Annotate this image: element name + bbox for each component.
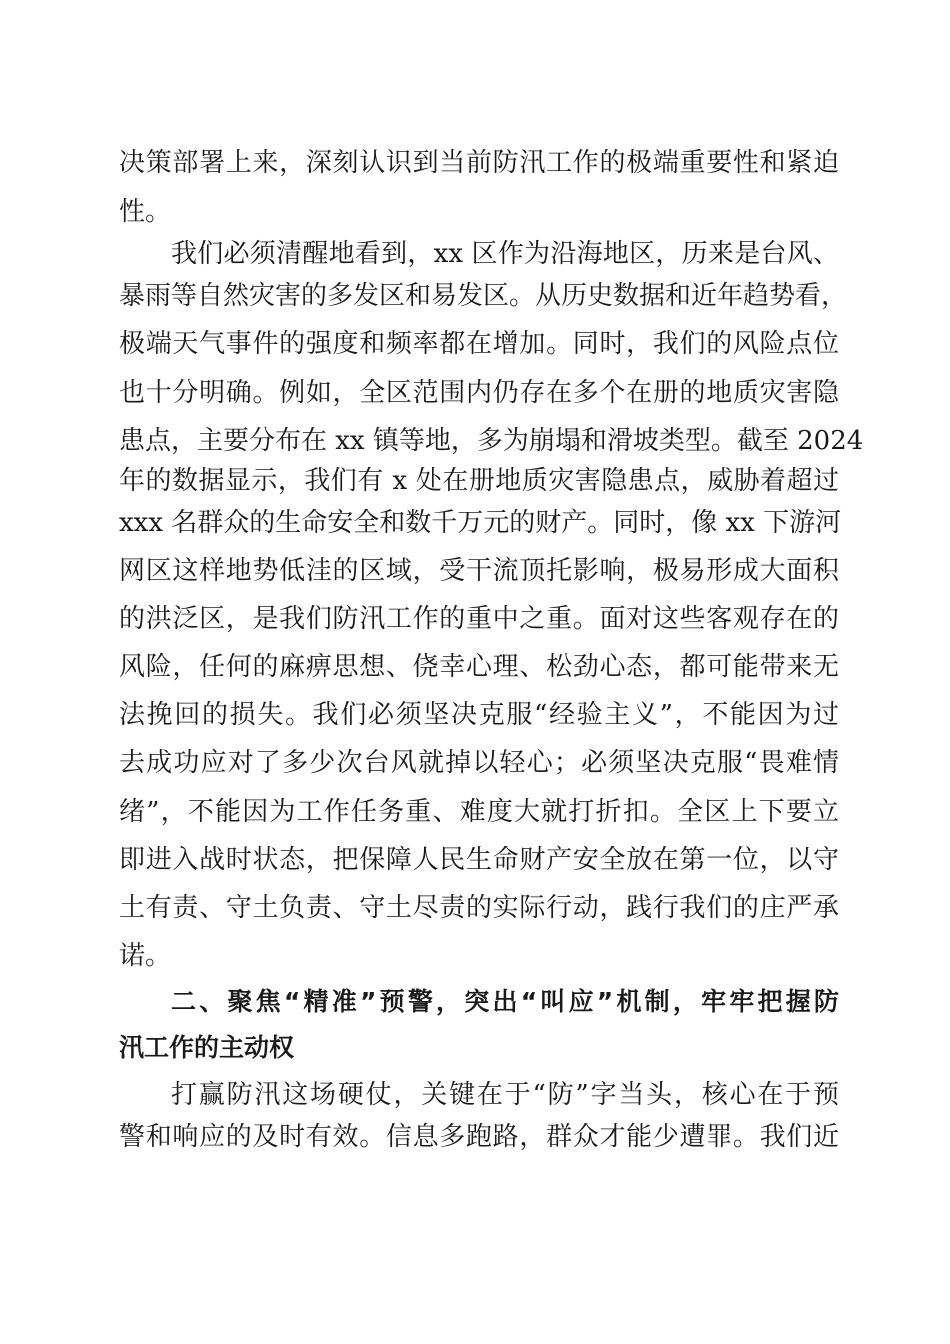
body-text-line: 法挽回的损失。我们必须坚决克服“经验主义”，不能因为过 [119, 700, 839, 730]
body-text-line: 性。 [119, 197, 172, 227]
body-text-line: 暴雨等自然灾害的多发区和易发区。从历史数据和近年趋势看， [119, 281, 848, 311]
body-text-line: 去成功应对了多少次台风就掉以轻心；必须坚决克服“畏难情 [119, 748, 839, 778]
body-text-line: 土有责、守土负责、守土尽责的实际行动，践行我们的庄严承 [119, 893, 839, 923]
section-heading: 汛工作的主动权 [119, 1033, 295, 1062]
body-text-line: 警和响应的及时有效。信息多跑路，群众才能少遭罪。我们近 [119, 1122, 839, 1152]
body-text-line: 决策部署上来，深刻认识到当前防汛工作的极端重要性和紧迫 [119, 148, 839, 178]
body-text-line: 诺。 [119, 941, 172, 971]
body-text-line: xxx 名群众的生命安全和数千万元的财产。同时，像 xx 下游河 [119, 508, 842, 538]
section-heading: 二、聚焦“精准”预警，突出“叫应”机制，牢牢把握防 [171, 987, 839, 1016]
body-text-line: 打赢防汛这场硬仗，关键在于“防”字当头，核心在于预 [171, 1080, 839, 1110]
body-text-line: 网区这样地势低洼的区域，受干流顶托影响，极易形成大面积 [119, 556, 839, 586]
body-text-line: 风险，任何的麻痹思想、侥幸心理、松劲心态，都可能带来无 [119, 652, 839, 682]
body-text-line: 极端天气事件的强度和频率都在增加。同时，我们的风险点位 [119, 329, 839, 359]
body-text-line: 也十分明确。例如，全区范围内仍存在多个在册的地质灾害隐 [119, 378, 839, 408]
body-text-line: 绪”，不能因为工作任务重、难度大就打折扣。全区上下要立 [119, 797, 839, 827]
body-text-line: 年的数据显示，我们有 x 处在册地质灾害隐患点，威胁着超过 [119, 466, 839, 496]
body-text-line: 我们必须清醒地看到，xx 区作为沿海地区，历来是台风、 [171, 239, 839, 269]
body-text-line: 即进入战时状态，把保障人民生命财产安全放在第一位，以守 [119, 845, 839, 875]
body-text-line: 患点，主要分布在 xx 镇等地，多为崩塌和滑坡类型。截至 2024 [119, 426, 864, 456]
body-text-line: 的洪泛区，是我们防汛工作的重中之重。面对这些客观存在的 [119, 604, 839, 634]
